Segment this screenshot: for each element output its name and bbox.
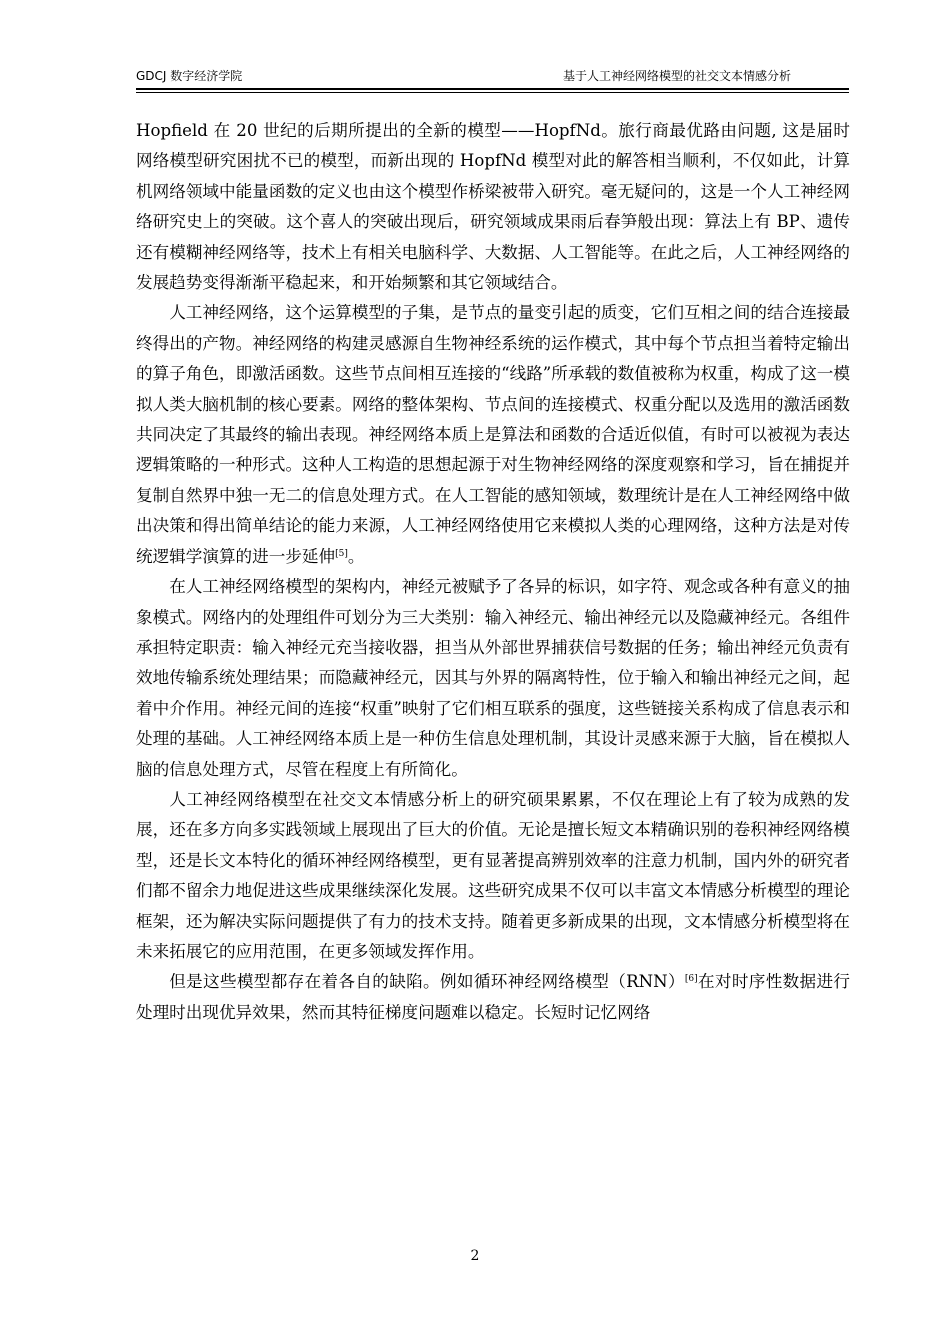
header-thesis-title: 基于人工神经网络模型的社交文本情感分析 xyxy=(562,69,791,83)
paragraph-text: 人工神经网络模型在社交文本情感分析上的研究硕果累累，不仅在理论上有了较为成熟的发展，还在多方向多实践领域上展现出了巨大的价值。无论是擅长短文本精确识别的卷积神经网络模型，还是长文本特化的循环神经网络模型，更有显著提高辨别效率的注意力机制，国内外的研究者们都不留余力地促进这些成果继续深化发展。这些研究成果不仅可以丰富文本情感分析模型的理论框架，还为解决实际问题提供了有力的技术支持。随着更多新成果的出现，文本情感分析模型将在未来拓展它的应用范围，在更多领域发挥作用。 xyxy=(136,789,850,961)
header-rule-thick xyxy=(136,88,849,90)
paragraph-text: Hopfield 在 20 世纪的后期所提出的全新的模型——HopfNd。旅行商最优路由问题, 这是届时网络模型研究困扰不已的模型，而新出现的 HopfNd 模型对此的解答相当顺利，不仅如此，计算机网络领域中能量函数的定义也由这个模型作桥梁被带入研究。毫无疑问的，这是一个人工神经网络研究史上的突破。这个喜人的突破出现后，研究领域成果雨后春笋般出现：算法上有 BP、遗传还有模糊神经网络等，技术上有相关电脑科学、大数据、人工智能等。在此之后，人工神经网络的发展趋势变得渐渐平稳起来，和开始频繁和其它领域结合。 xyxy=(136,121,850,293)
paragraph-hopfield xyxy=(136,116,850,298)
citation-6: [6] xyxy=(684,974,698,985)
paragraph-ann-definition xyxy=(136,298,850,572)
paragraph-tail: 。 xyxy=(347,546,365,566)
header-school: GDCJ 数字经济学院 xyxy=(136,69,243,83)
page-number: 2 xyxy=(470,1248,480,1264)
paragraph-sentiment-research xyxy=(136,785,850,967)
paragraph-text: 在人工神经网络模型的架构内，神经元被赋予了各异的标识，如字符、观念或各种有意义的抽象模式。网络内的处理组件可划分为三大类别：输入神经元、输出神经元以及隐藏神经元。各组件承担特定职责：输入神经元充当接收器，担当从外部世界捕获信号数据的任务；输出神经元负责有效地传输系统处理结果；而隐藏神经元，因其与外界的隔离特性，位于输入和输出神经元之间，起着中介作用。神经元间的连接“权重”映射了它们相互联系的强度，这些链接关系构成了信息表示和处理的基础。人工神经网络本质上是一种仿生信息处理机制，其设计灵感来源于大脑，旨在模拟人脑的信息处理方式，尽管在程度上有所简化。 xyxy=(136,577,850,779)
citation-5: [5] xyxy=(335,548,348,559)
paragraph-tail: 在对时序性数据进行处理时出现优异效果，然而其特征梯度问题难以稳定。长短时记忆网络 xyxy=(136,972,850,1022)
page-header xyxy=(136,66,849,86)
paragraph-text: 人工神经网络，这个运算模型的子集，是节点的量变引起的质变，它们互相之间的结合连接最终得出的产物。神经网络的构建灵感源自生物神经系统的运作模式，其中每个节点担当着特定输出的算子角色，即激活函数。这些节点间相互连接的“线路”所承载的数值被称为权重，构成了这一模拟人类大脑机制的核心要素。网络的整体架构、节点间的连接模式、权重分配以及选用的激活函数共同决定了其最终的输出表现。神经网络本质上是算法和函数的合适近似值，有时可以被视为表达逻辑策略的一种形式。这种人工构造的思想起源于对生物神经网络的深度观察和学习，旨在捕捉并复制自然界中独一无二的信息处理方式。在人工智能的感知领域，数理统计是在人工神经网络中做出决策和得出简单结论的能力来源，人工神经网络使用它来模拟人类的心理网络，这种方法是对传统逻辑学演算的进一步延伸 xyxy=(136,303,850,566)
paragraph-neurons xyxy=(136,572,850,785)
body-text xyxy=(136,116,850,1028)
header-rule-thin xyxy=(136,92,849,93)
paragraph-model-defects xyxy=(136,967,850,1028)
paragraph-text: 但是这些模型都存在着各自的缺陷。例如循环神经网络模型（RNN） xyxy=(169,972,685,992)
